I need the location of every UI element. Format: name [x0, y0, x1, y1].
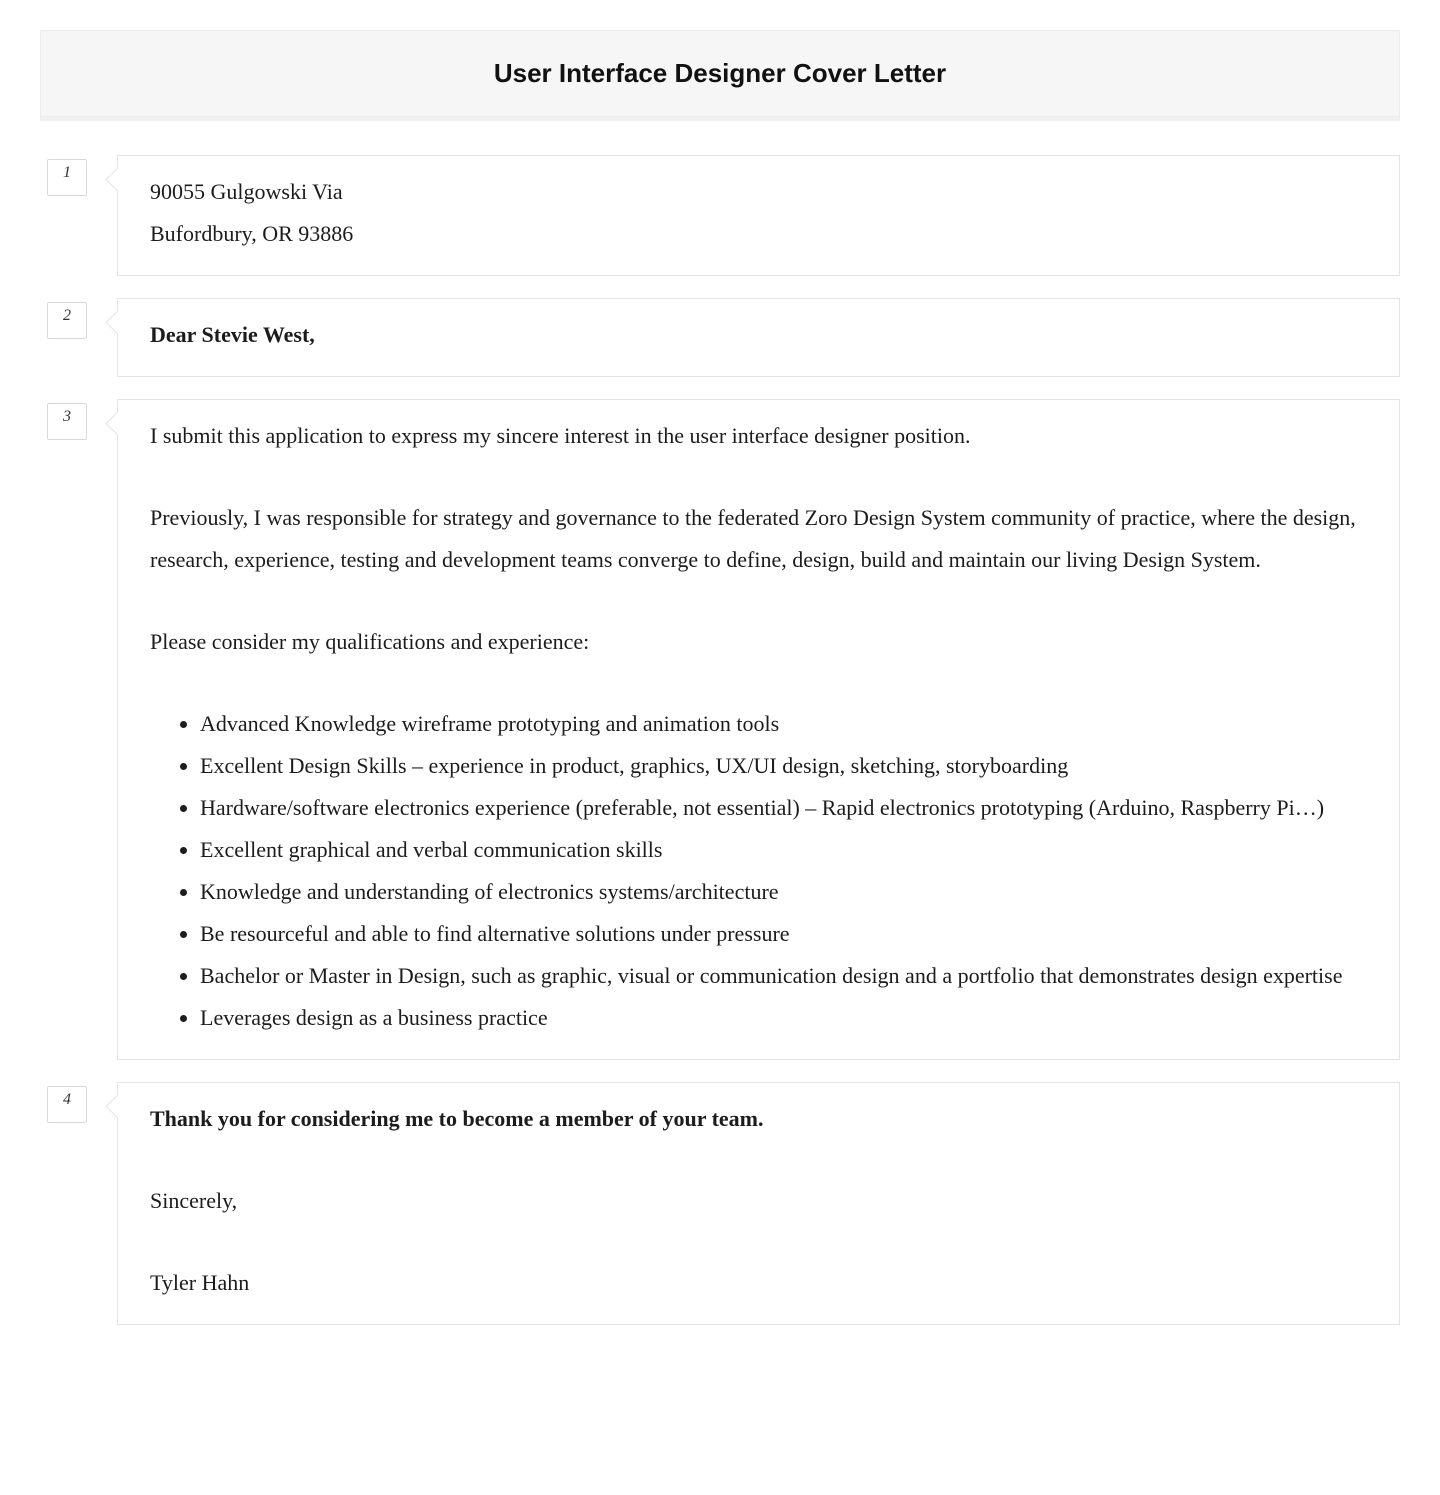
section-number-label: 1 [63, 164, 71, 181]
qualification-item: • Excellent Design Skills – experience in product, graphics, UX/UI design, sketching, storyboarding [200, 745, 1367, 787]
address-line-2: Bufordbury, OR 93886 [150, 221, 354, 246]
section-number-badge-2 [47, 302, 87, 339]
box-notch [105, 411, 129, 435]
section-closing [40, 1082, 1400, 1325]
address-line-1: 90055 Gulgowski Via [150, 179, 343, 204]
section-number-label: 3 [63, 408, 71, 425]
section-number-badge-3 [47, 403, 87, 440]
signature-text: Tyler Hahn [150, 1270, 250, 1295]
address-box [117, 155, 1400, 276]
section-body [40, 399, 1400, 1060]
body-paragraph-3: Please consider my qualifications and experience: [150, 629, 590, 654]
thanks-text: Thank you for considering me to become a member of your team. [150, 1106, 764, 1131]
qualification-item: • Leverages design as a business practice [200, 997, 1367, 1039]
section-number-label: 2 [63, 307, 71, 324]
closing-box [117, 1082, 1400, 1325]
section-greeting [40, 298, 1400, 377]
section-number-label: 4 [63, 1091, 71, 1108]
body-paragraph-1: I submit this application to express my sincere interest in the user interface designer position. [150, 423, 971, 448]
closing-text: Sincerely, [150, 1188, 238, 1213]
page-header [40, 30, 1400, 117]
box-notch [105, 167, 129, 191]
box-notch [105, 310, 129, 334]
qualifications-list [150, 703, 1367, 1039]
section-number-badge-4 [47, 1086, 87, 1123]
greeting-box [117, 298, 1400, 377]
qualification-item: • Knowledge and understanding of electronics systems/architecture [200, 871, 1367, 913]
greeting-text: Dear Stevie West, [150, 322, 315, 347]
body-paragraph-2: Previously, I was responsible for strategy and governance to the federated Zoro Design System community of practice, where the design, research, experience, testing and development teams converge to define, design, build and maintain our living Design System. [150, 505, 1356, 572]
qualification-item: • Advanced Knowledge wireframe prototyping and animation tools [200, 703, 1367, 745]
body-box [117, 399, 1400, 1060]
qualification-item: • Excellent graphical and verbal communication skills [200, 829, 1367, 871]
box-notch [105, 1094, 129, 1118]
qualification-item: • Bachelor or Master in Design, such as graphic, visual or communication design and a portfolio that demonstrates design expertise [200, 955, 1367, 997]
section-number-badge-1 [47, 159, 87, 196]
section-address [40, 155, 1400, 276]
qualification-item: • Hardware/software electronics experience (preferable, not essential) – Rapid electronics prototyping (Arduino, Raspberry Pi…) [200, 787, 1367, 829]
page-title: User Interface Designer Cover Letter [493, 58, 947, 88]
qualification-item: • Be resourceful and able to find alternative solutions under pressure [200, 913, 1367, 955]
